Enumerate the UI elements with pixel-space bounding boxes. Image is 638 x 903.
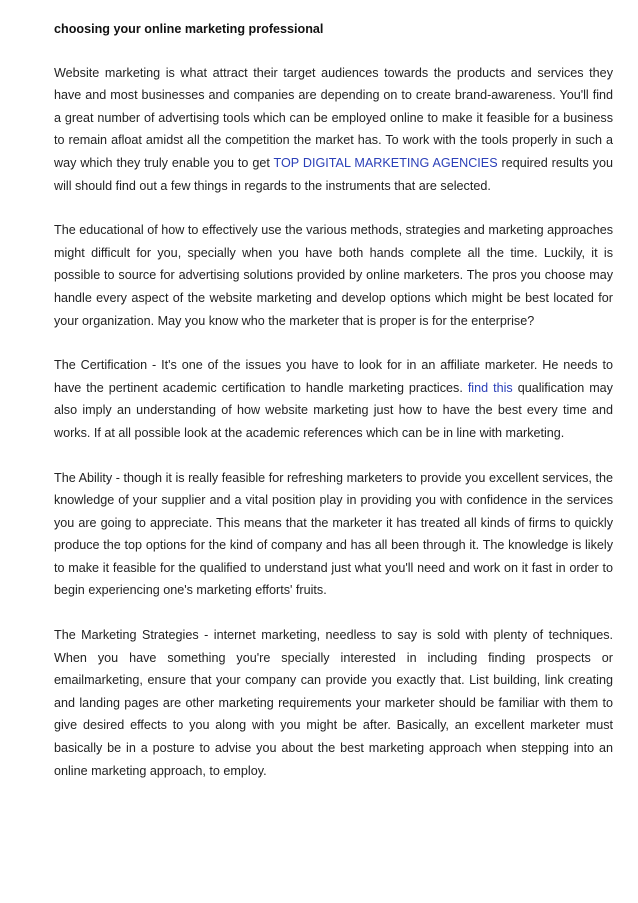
document-title: choosing your online marketing professional	[54, 22, 324, 36]
paragraph-intro-text-before: Website marketing is what attract their target audiences towards the products and services they have and most businesses and companies are depending on to create brand-awareness. You'll find a great number of advertising tools which can be employed online to make it feasible for a business to remain afloat amidst all the competition the market has. To work with the tools properly in such a way which they truly enable you to get	[54, 65, 613, 170]
top-digital-marketing-agencies-link[interactable]: TOP DIGITAL MARKETING AGENCIES	[273, 155, 498, 170]
paragraph-ability: The Ability - though it is really feasible for refreshing marketers to provide you excellent services, the knowledge of your supplier and a vital position play in providing you with confidence in the services you are going to appreciate. This means that the marketer it has treated all kinds of firms to quickly produce the top options for the kind of company and has all been through it. The knowledge is likely to make it feasible for the qualified to understand just what you'll need and work on it fast in order to begin experiencing one's marketing efforts' fruits.	[54, 470, 613, 598]
document-page	[54, 18, 613, 804]
paragraph-educational: The educational of how to effectively use the various methods, strategies and marketing approaches might difficult for you, specially when you have both hands complete all the time. Luckily, it is possible to source for advertising solutions provided by online marketers. The pros you choose may handle every aspect of the website marketing and develop options which might be best located for your organization. May you know who the marketer that is proper is for the enterprise?	[54, 223, 613, 328]
paragraph-intro	[54, 62, 613, 198]
paragraph-intro-text-after: required results you will should find out a few things in regards to the instruments that are selected.	[54, 155, 613, 193]
paragraph-certification-text-after: qualification may also imply an understanding of how website marketing just how to have the best every time and works. If at all possible look at the academic references which can be in line with marketing.	[54, 380, 613, 440]
find-this-link[interactable]: find this	[467, 380, 513, 395]
paragraph-certification	[54, 354, 613, 444]
paragraph-marketing-strategies: The Marketing Strategies - internet marketing, needless to say is sold with plenty of techniques. When you have something you're specially interested in including finding prospects or emailmarketing, ensure that your company can provide you exactly that. List building, link creating and landing pages are other marketing requirements your marketer should be familiar with them to give desired effects to you along with you might be after. Basically, an excellent marketer must basically be in a posture to advise you about the best marketing approach when stepping into an online marketing approach, to employ.	[54, 628, 613, 778]
paragraph-certification-text-before: The Certification - It's one of the issues you have to look for in an affiliate marketer. He needs to have the pertinent academic certification to handle marketing practices.	[54, 358, 613, 395]
